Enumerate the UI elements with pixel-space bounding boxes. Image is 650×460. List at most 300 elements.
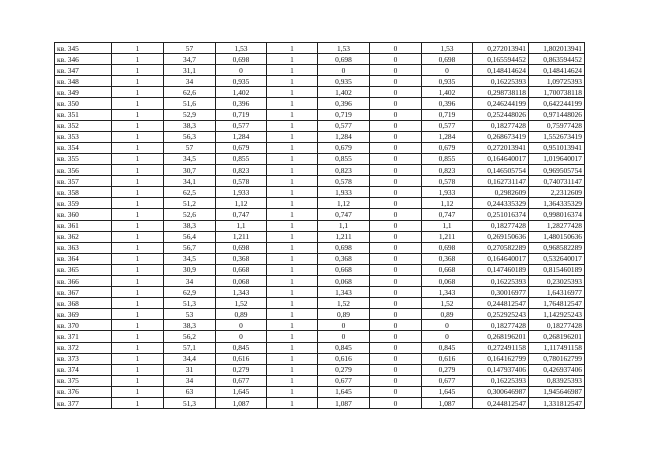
zero-cell: 0 [370, 287, 422, 298]
factor-cell: 1 [267, 342, 318, 353]
value-b-cell: 0,577 [318, 120, 370, 131]
apartment-number-cell: кв. 363 [55, 242, 112, 253]
table-row [55, 54, 585, 65]
value-a-cell: 1,343 [216, 287, 267, 298]
value-c-cell: 0,747 [422, 209, 473, 220]
value-c-cell: 0,577 [422, 120, 473, 131]
table-row [55, 187, 585, 198]
value-a-cell: 0,577 [216, 120, 267, 131]
area-cell: 62,5 [164, 187, 216, 198]
area-cell: 51,3 [164, 398, 216, 409]
total-cell: 1,142925243 [529, 309, 585, 320]
share-cell: 0,268673419 [473, 131, 529, 142]
count-cell: 1 [112, 220, 164, 231]
total-cell: 1,802013941 [529, 43, 585, 54]
total-cell: 0,815460189 [529, 264, 585, 275]
table-row [55, 386, 585, 397]
value-a-cell: 0,698 [216, 54, 267, 65]
value-a-cell: 1,12 [216, 198, 267, 209]
count-cell: 1 [112, 142, 164, 153]
factor-cell: 1 [267, 398, 318, 409]
value-b-cell: 0,668 [318, 264, 370, 275]
value-c-cell: 0,719 [422, 109, 473, 120]
count-cell: 1 [112, 120, 164, 131]
count-cell: 1 [112, 187, 164, 198]
area-cell: 34,5 [164, 253, 216, 264]
apartment-number-cell: кв. 351 [55, 109, 112, 120]
zero-cell: 0 [370, 109, 422, 120]
apartment-number-cell: кв. 364 [55, 253, 112, 264]
factor-cell: 1 [267, 120, 318, 131]
value-c-cell: 0,855 [422, 153, 473, 164]
zero-cell: 0 [370, 54, 422, 65]
table-row [55, 353, 585, 364]
total-cell: 1,64316977 [529, 287, 585, 298]
apartment-number-cell: кв. 354 [55, 142, 112, 153]
count-cell: 1 [112, 375, 164, 386]
value-b-cell: 1,52 [318, 298, 370, 309]
zero-cell: 0 [370, 275, 422, 286]
share-cell: 0,16225393 [473, 275, 529, 286]
zero-cell: 0 [370, 131, 422, 142]
value-c-cell: 0,068 [422, 275, 473, 286]
factor-cell: 1 [267, 375, 318, 386]
count-cell: 1 [112, 264, 164, 275]
area-cell: 57 [164, 142, 216, 153]
area-cell: 34 [164, 275, 216, 286]
value-b-cell: 0,068 [318, 275, 370, 286]
area-cell: 38,3 [164, 220, 216, 231]
table-row [55, 165, 585, 176]
total-cell: 0,75977428 [529, 120, 585, 131]
share-cell: 0,270582289 [473, 242, 529, 253]
total-cell: 0,968582289 [529, 242, 585, 253]
value-c-cell: 0,616 [422, 353, 473, 364]
zero-cell: 0 [370, 298, 422, 309]
share-cell: 0,244335329 [473, 198, 529, 209]
count-cell: 1 [112, 54, 164, 65]
share-cell: 0,147460189 [473, 264, 529, 275]
factor-cell: 1 [267, 331, 318, 342]
area-cell: 62,9 [164, 287, 216, 298]
factor-cell: 1 [267, 242, 318, 253]
value-a-cell: 0,279 [216, 364, 267, 375]
value-c-cell: 1,087 [422, 398, 473, 409]
value-a-cell: 0 [216, 331, 267, 342]
apartment-number-cell: кв. 348 [55, 76, 112, 87]
value-c-cell: 0,396 [422, 98, 473, 109]
total-cell: 0,863594452 [529, 54, 585, 65]
value-c-cell: 1,1 [422, 220, 473, 231]
apartment-number-cell: кв. 368 [55, 298, 112, 309]
factor-cell: 1 [267, 76, 318, 87]
count-cell: 1 [112, 131, 164, 142]
apartment-number-cell: кв. 349 [55, 87, 112, 98]
area-cell: 62,6 [164, 87, 216, 98]
table-row [55, 398, 585, 409]
zero-cell: 0 [370, 309, 422, 320]
count-cell: 1 [112, 253, 164, 264]
factor-cell: 1 [267, 142, 318, 153]
table-row [55, 287, 585, 298]
value-b-cell: 0,698 [318, 54, 370, 65]
zero-cell: 0 [370, 253, 422, 264]
count-cell: 1 [112, 331, 164, 342]
area-cell: 31 [164, 364, 216, 375]
table-row [55, 43, 585, 54]
apartment-number-cell: кв. 362 [55, 231, 112, 242]
count-cell: 1 [112, 209, 164, 220]
count-cell: 1 [112, 353, 164, 364]
value-b-cell: 0,698 [318, 242, 370, 253]
value-a-cell: 0,855 [216, 153, 267, 164]
value-b-cell: 0 [318, 65, 370, 76]
value-c-cell: 1,402 [422, 87, 473, 98]
total-cell: 1,945646987 [529, 386, 585, 397]
area-cell: 30,7 [164, 165, 216, 176]
zero-cell: 0 [370, 142, 422, 153]
share-cell: 0,298738118 [473, 87, 529, 98]
value-b-cell: 0,935 [318, 76, 370, 87]
value-a-cell: 1,645 [216, 386, 267, 397]
total-cell: 1,28277428 [529, 220, 585, 231]
apartment-number-cell: кв. 361 [55, 220, 112, 231]
table-row [55, 142, 585, 153]
table-row [55, 342, 585, 353]
value-a-cell: 0,935 [216, 76, 267, 87]
value-a-cell: 0,068 [216, 275, 267, 286]
count-cell: 1 [112, 176, 164, 187]
value-a-cell: 0 [216, 65, 267, 76]
value-c-cell: 1,12 [422, 198, 473, 209]
zero-cell: 0 [370, 187, 422, 198]
total-cell: 0,998016374 [529, 209, 585, 220]
count-cell: 1 [112, 242, 164, 253]
value-c-cell: 0 [422, 331, 473, 342]
value-b-cell: 1,402 [318, 87, 370, 98]
total-cell: 0,642244199 [529, 98, 585, 109]
factor-cell: 1 [267, 320, 318, 331]
area-cell: 34,7 [164, 54, 216, 65]
area-cell: 56,3 [164, 131, 216, 142]
count-cell: 1 [112, 65, 164, 76]
share-cell: 0,272013941 [473, 142, 529, 153]
area-cell: 57,1 [164, 342, 216, 353]
value-b-cell: 0,89 [318, 309, 370, 320]
value-b-cell: 0,845 [318, 342, 370, 353]
area-cell: 52,9 [164, 109, 216, 120]
value-a-cell: 0 [216, 320, 267, 331]
factor-cell: 1 [267, 165, 318, 176]
total-cell: 0,532640017 [529, 253, 585, 264]
value-b-cell: 0,823 [318, 165, 370, 176]
value-c-cell: 0,578 [422, 176, 473, 187]
zero-cell: 0 [370, 198, 422, 209]
total-cell: 0,971448026 [529, 109, 585, 120]
value-b-cell: 0,396 [318, 98, 370, 109]
value-a-cell: 0,698 [216, 242, 267, 253]
value-b-cell: 1,12 [318, 198, 370, 209]
table-row [55, 364, 585, 375]
value-c-cell: 1,933 [422, 187, 473, 198]
apartment-number-cell: кв. 366 [55, 275, 112, 286]
share-cell: 0,147937406 [473, 364, 529, 375]
count-cell: 1 [112, 231, 164, 242]
value-a-cell: 0,578 [216, 176, 267, 187]
value-a-cell: 1,1 [216, 220, 267, 231]
value-a-cell: 0,747 [216, 209, 267, 220]
share-cell: 0,18277428 [473, 120, 529, 131]
total-cell: 0,426937406 [529, 364, 585, 375]
value-b-cell: 1,343 [318, 287, 370, 298]
share-cell: 0,244812547 [473, 398, 529, 409]
value-b-cell: 0,578 [318, 176, 370, 187]
value-c-cell: 1,53 [422, 43, 473, 54]
value-b-cell: 1,211 [318, 231, 370, 242]
value-b-cell: 0,616 [318, 353, 370, 364]
table-row [55, 176, 585, 187]
value-c-cell: 0 [422, 65, 473, 76]
value-c-cell: 0,679 [422, 142, 473, 153]
share-cell: 0,164162799 [473, 353, 529, 364]
factor-cell: 1 [267, 209, 318, 220]
table-row [55, 275, 585, 286]
share-cell: 0,30016977 [473, 287, 529, 298]
value-b-cell: 1,933 [318, 187, 370, 198]
zero-cell: 0 [370, 364, 422, 375]
area-cell: 52,6 [164, 209, 216, 220]
total-cell: 1,019640017 [529, 153, 585, 164]
factor-cell: 1 [267, 298, 318, 309]
zero-cell: 0 [370, 375, 422, 386]
apartment-number-cell: кв. 347 [55, 65, 112, 76]
zero-cell: 0 [370, 176, 422, 187]
factor-cell: 1 [267, 353, 318, 364]
count-cell: 1 [112, 153, 164, 164]
apartment-number-cell: кв. 375 [55, 375, 112, 386]
area-cell: 51,6 [164, 98, 216, 109]
value-a-cell: 1,211 [216, 231, 267, 242]
total-cell: 2,2312609 [529, 187, 585, 198]
factor-cell: 1 [267, 309, 318, 320]
value-a-cell: 0,679 [216, 142, 267, 153]
apartment-number-cell: кв. 367 [55, 287, 112, 298]
factor-cell: 1 [267, 87, 318, 98]
count-cell: 1 [112, 309, 164, 320]
apartment-number-cell: кв. 373 [55, 353, 112, 364]
table-row [55, 264, 585, 275]
value-a-cell: 0,677 [216, 375, 267, 386]
table-row [55, 220, 585, 231]
factor-cell: 1 [267, 54, 318, 65]
value-b-cell: 0,679 [318, 142, 370, 153]
apartment-number-cell: кв. 370 [55, 320, 112, 331]
value-a-cell: 0,719 [216, 109, 267, 120]
value-a-cell: 0,616 [216, 353, 267, 364]
zero-cell: 0 [370, 65, 422, 76]
factor-cell: 1 [267, 220, 318, 231]
count-cell: 1 [112, 165, 164, 176]
count-cell: 1 [112, 342, 164, 353]
zero-cell: 0 [370, 398, 422, 409]
value-c-cell: 1,52 [422, 298, 473, 309]
zero-cell: 0 [370, 353, 422, 364]
table-row [55, 153, 585, 164]
count-cell: 1 [112, 198, 164, 209]
value-b-cell: 1,284 [318, 131, 370, 142]
total-cell: 0,780162799 [529, 353, 585, 364]
area-cell: 34,1 [164, 176, 216, 187]
value-c-cell: 0,823 [422, 165, 473, 176]
total-cell: 0,83925393 [529, 375, 585, 386]
table-row [55, 120, 585, 131]
share-cell: 0,162731147 [473, 176, 529, 187]
value-b-cell: 0,719 [318, 109, 370, 120]
share-cell: 0,148414624 [473, 65, 529, 76]
zero-cell: 0 [370, 98, 422, 109]
share-cell: 0,272491158 [473, 342, 529, 353]
apartment-number-cell: кв. 360 [55, 209, 112, 220]
value-a-cell: 1,402 [216, 87, 267, 98]
zero-cell: 0 [370, 120, 422, 131]
count-cell: 1 [112, 98, 164, 109]
count-cell: 1 [112, 320, 164, 331]
apartment-number-cell: кв. 346 [55, 54, 112, 65]
value-b-cell: 1,53 [318, 43, 370, 54]
share-cell: 0,18277428 [473, 220, 529, 231]
share-cell: 0,272013941 [473, 43, 529, 54]
value-c-cell: 0,677 [422, 375, 473, 386]
zero-cell: 0 [370, 76, 422, 87]
count-cell: 1 [112, 87, 164, 98]
apartment-number-cell: кв. 345 [55, 43, 112, 54]
factor-cell: 1 [267, 65, 318, 76]
value-a-cell: 1,087 [216, 398, 267, 409]
apartment-data-table [54, 42, 585, 409]
area-cell: 56,7 [164, 242, 216, 253]
count-cell: 1 [112, 275, 164, 286]
table-row [55, 198, 585, 209]
total-cell: 0,951013941 [529, 142, 585, 153]
value-b-cell: 0,747 [318, 209, 370, 220]
area-cell: 63 [164, 386, 216, 397]
area-cell: 38,3 [164, 320, 216, 331]
apartment-number-cell: кв. 374 [55, 364, 112, 375]
count-cell: 1 [112, 76, 164, 87]
value-a-cell: 1,52 [216, 298, 267, 309]
apartment-number-cell: кв. 372 [55, 342, 112, 353]
value-c-cell: 1,645 [422, 386, 473, 397]
factor-cell: 1 [267, 176, 318, 187]
table-row [55, 131, 585, 142]
zero-cell: 0 [370, 242, 422, 253]
factor-cell: 1 [267, 43, 318, 54]
total-cell: 1,480150636 [529, 231, 585, 242]
value-c-cell: 0,935 [422, 76, 473, 87]
share-cell: 0,300646987 [473, 386, 529, 397]
factor-cell: 1 [267, 153, 318, 164]
total-cell: 0,148414624 [529, 65, 585, 76]
area-cell: 53 [164, 309, 216, 320]
zero-cell: 0 [370, 320, 422, 331]
total-cell: 0,740731147 [529, 176, 585, 187]
table-row [55, 76, 585, 87]
value-b-cell: 1,645 [318, 386, 370, 397]
table-row [55, 320, 585, 331]
value-c-cell: 0,698 [422, 54, 473, 65]
count-cell: 1 [112, 109, 164, 120]
table-row [55, 209, 585, 220]
factor-cell: 1 [267, 131, 318, 142]
share-cell: 0,164640017 [473, 153, 529, 164]
share-cell: 0,18277428 [473, 320, 529, 331]
total-cell: 1,331812547 [529, 398, 585, 409]
count-cell: 1 [112, 287, 164, 298]
value-b-cell: 0,855 [318, 153, 370, 164]
table-row [55, 309, 585, 320]
apartment-number-cell: кв. 350 [55, 98, 112, 109]
share-cell: 0,2982609 [473, 187, 529, 198]
share-cell: 0,16225393 [473, 375, 529, 386]
count-cell: 1 [112, 43, 164, 54]
value-c-cell: 0,698 [422, 242, 473, 253]
area-cell: 34 [164, 76, 216, 87]
table-body [55, 43, 585, 409]
total-cell: 1,700738118 [529, 87, 585, 98]
factor-cell: 1 [267, 364, 318, 375]
factor-cell: 1 [267, 231, 318, 242]
area-cell: 51,2 [164, 198, 216, 209]
area-cell: 38,3 [164, 120, 216, 131]
total-cell: 0,18277428 [529, 320, 585, 331]
zero-cell: 0 [370, 165, 422, 176]
share-cell: 0,251016374 [473, 209, 529, 220]
share-cell: 0,252925243 [473, 309, 529, 320]
zero-cell: 0 [370, 231, 422, 242]
apartment-number-cell: кв. 365 [55, 264, 112, 275]
value-c-cell: 0,368 [422, 253, 473, 264]
factor-cell: 1 [267, 275, 318, 286]
area-cell: 34 [164, 375, 216, 386]
value-a-cell: 0,845 [216, 342, 267, 353]
zero-cell: 0 [370, 331, 422, 342]
share-cell: 0,146505754 [473, 165, 529, 176]
count-cell: 1 [112, 386, 164, 397]
count-cell: 1 [112, 298, 164, 309]
apartment-number-cell: кв. 353 [55, 131, 112, 142]
share-cell: 0,164640017 [473, 253, 529, 264]
value-b-cell: 0,279 [318, 364, 370, 375]
value-b-cell: 1,087 [318, 398, 370, 409]
apartment-number-cell: кв. 352 [55, 120, 112, 131]
count-cell: 1 [112, 398, 164, 409]
share-cell: 0,246244199 [473, 98, 529, 109]
table-row [55, 375, 585, 386]
factor-cell: 1 [267, 98, 318, 109]
factor-cell: 1 [267, 287, 318, 298]
table-row [55, 231, 585, 242]
value-c-cell: 0,668 [422, 264, 473, 275]
value-b-cell: 0 [318, 320, 370, 331]
area-cell: 56,2 [164, 331, 216, 342]
value-a-cell: 0,396 [216, 98, 267, 109]
zero-cell: 0 [370, 43, 422, 54]
area-cell: 30,9 [164, 264, 216, 275]
value-c-cell: 0,279 [422, 364, 473, 375]
value-a-cell: 0,89 [216, 309, 267, 320]
apartment-number-cell: кв. 376 [55, 386, 112, 397]
apartment-number-cell: кв. 369 [55, 309, 112, 320]
